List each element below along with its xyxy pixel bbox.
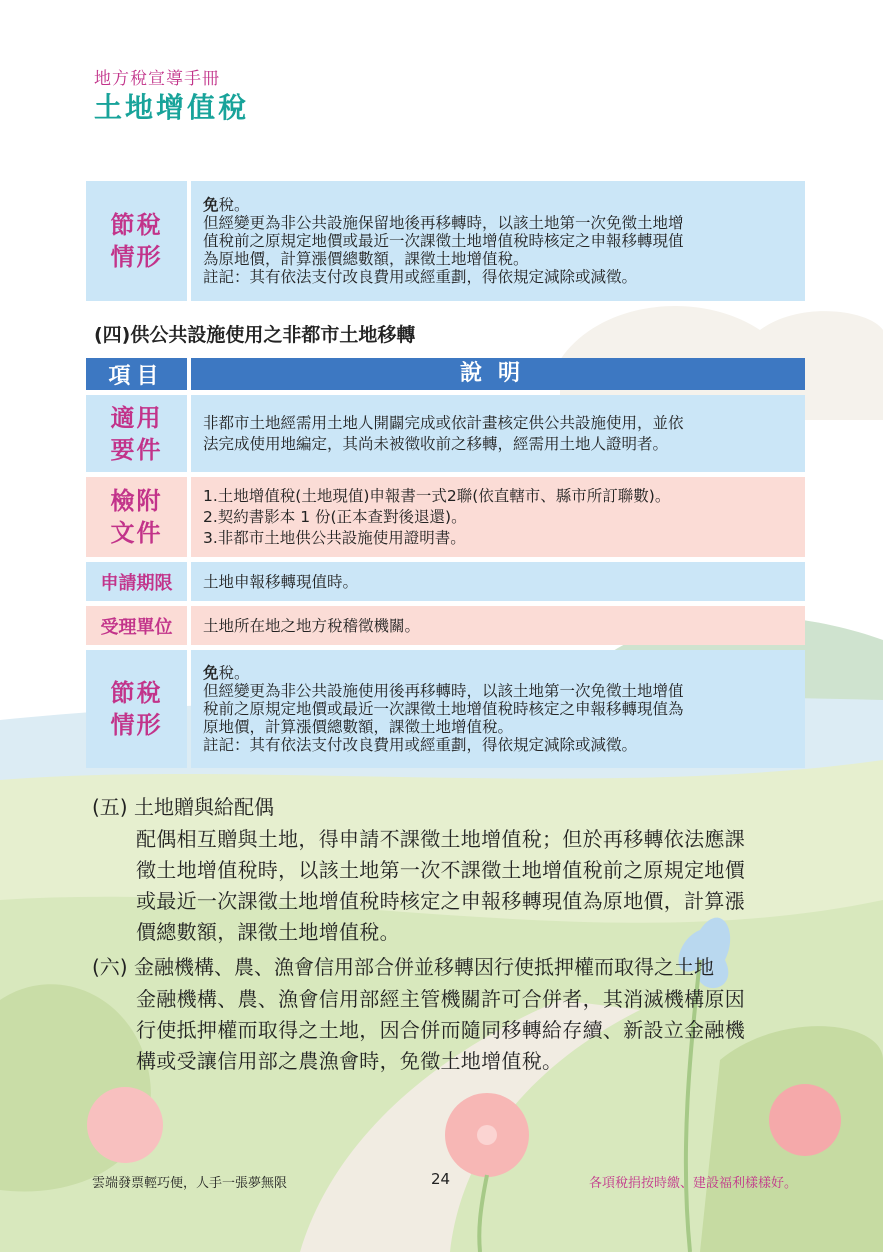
row-label: 受理單位 xyxy=(86,606,187,645)
footer-slogan-left: 雲端發票輕巧便，人手一張夢無限 xyxy=(92,1176,288,1191)
section-5-line: 價總數額，課徵土地增值稅。 xyxy=(136,920,400,944)
desc-line xyxy=(203,196,795,214)
tax-saving-row xyxy=(86,181,805,301)
section-5-line: 或最近一次課徵土地增值稅時核定之申報移轉現值為原地價，計算漲 xyxy=(136,889,745,913)
row-label xyxy=(86,181,187,301)
section-5-line: 配偶相互贈與土地，得申請不課徵土地增值稅；但於再移轉依法應課 xyxy=(136,827,745,851)
handbook-subtitle: 地方稅宣導手冊 xyxy=(94,69,220,89)
desc-line: 原地價，計算漲價總數額，課徵土地增值稅。 xyxy=(203,718,514,736)
section-4-table xyxy=(86,358,805,768)
table-row xyxy=(86,650,805,768)
desc-line: 稅前之原規定地價或最近一次課徵土地增值稅時核定之申報移轉現值為 xyxy=(203,700,684,718)
row-label: 申請期限 xyxy=(86,562,187,601)
row-description xyxy=(191,477,805,557)
row-label-line: 節稅 xyxy=(110,679,163,707)
desc-line xyxy=(203,664,795,682)
section-6-line: 構或受讓信用部之農漁會時，免徵土地增值稅。 xyxy=(136,1049,563,1073)
row-label-line: 檢附 xyxy=(110,487,163,515)
row-label-line: 情形 xyxy=(110,243,163,271)
row-description xyxy=(191,650,805,768)
desc-line: 土地所在地之地方稅稽徵機關。 xyxy=(203,616,421,635)
desc-line: 但經變更為非公共設施使用後再移轉時，以該土地第一次免徵土地增值 xyxy=(203,682,684,700)
section-6-line: 行使抵押權而取得之土地，因合併而隨同移轉給存續、新設立金融機 xyxy=(136,1018,745,1042)
table-row xyxy=(86,477,805,557)
header-item: 項目 xyxy=(86,358,187,390)
row-description xyxy=(191,395,805,472)
desc-text: 稅。 xyxy=(218,664,250,682)
desc-line: 註記：其有依法支付改良費用或經重劃，得依規定減除或減徵。 xyxy=(203,268,638,286)
row-description xyxy=(191,606,805,645)
page-number: 24 xyxy=(431,1170,451,1188)
section-5-line: 徵土地增值稅時，以該土地第一次不課徵土地增值稅前之原規定地價 xyxy=(136,858,745,882)
section-4-title: (四)供公共設施使用之非都市土地移轉 xyxy=(94,324,416,346)
section-5-title: (五) 土地贈與給配偶 xyxy=(92,795,274,819)
row-label-line: 要件 xyxy=(110,435,163,464)
desc-line: 但經變更為非公共設施保留地後再移轉時，以該土地第一次免徵土地增 xyxy=(203,214,684,232)
section-6-line: 金融機構、農、漁會信用部經主管機關許可合併者，其消滅機構原因 xyxy=(136,987,745,1011)
desc-line: 法完成使用地編定，其尚未被徵收前之移轉，經需用土地人證明者。 xyxy=(203,434,669,453)
desc-text: 稅。 xyxy=(218,196,250,214)
table-row xyxy=(86,606,805,645)
row-label-line: 文件 xyxy=(110,519,163,547)
desc-line: 值稅前之原規定地價或最近一次課徵土地增值稅時核定之申報移轉現值 xyxy=(203,232,684,250)
row-label xyxy=(86,477,187,557)
header-desc: 說明 xyxy=(191,358,805,390)
row-label-line: 情形 xyxy=(110,711,163,739)
desc-line: 非都市土地經需用土地人開闢完成或依計畫核定供公共設施使用，並依 xyxy=(203,413,684,432)
footer-slogan-right: 各項稅捐按時繳、建設福利樣樣好。 xyxy=(588,1176,797,1191)
desc-line: 為原地價，計算漲價總數額，課徵土地增值稅。 xyxy=(203,250,529,268)
bold-word: 免 xyxy=(203,196,219,214)
desc-line: 註記：其有依法支付改良費用或經重劃，得依規定減除或減徵。 xyxy=(203,736,638,754)
row-label xyxy=(86,395,187,472)
table-row xyxy=(86,395,805,472)
row-description xyxy=(191,181,805,301)
top-table xyxy=(86,181,805,301)
page-title: 土地增值稅 xyxy=(94,91,250,124)
table-row xyxy=(86,562,805,601)
desc-line: 3.非都市土地供公共設施使用證明書。 xyxy=(203,528,466,547)
desc-line: 1.土地增值稅(土地現值)申報書一式2聯(依直轄市、縣市所訂聯數)。 xyxy=(203,486,671,505)
section-6-title: (六) 金融機構、農、漁會信用部合併並移轉因行使抵押權而取得之土地 xyxy=(92,955,714,979)
row-label xyxy=(86,650,187,768)
row-label-line: 適用 xyxy=(110,403,163,432)
table-header-row xyxy=(86,358,805,390)
desc-line: 土地申報移轉現值時。 xyxy=(203,572,359,591)
bold-word: 免 xyxy=(203,664,219,682)
row-description xyxy=(191,562,805,601)
row-label-line: 節稅 xyxy=(110,211,163,239)
desc-line: 2.契約書影本 1 份(正本查對後退還)。 xyxy=(203,507,467,526)
